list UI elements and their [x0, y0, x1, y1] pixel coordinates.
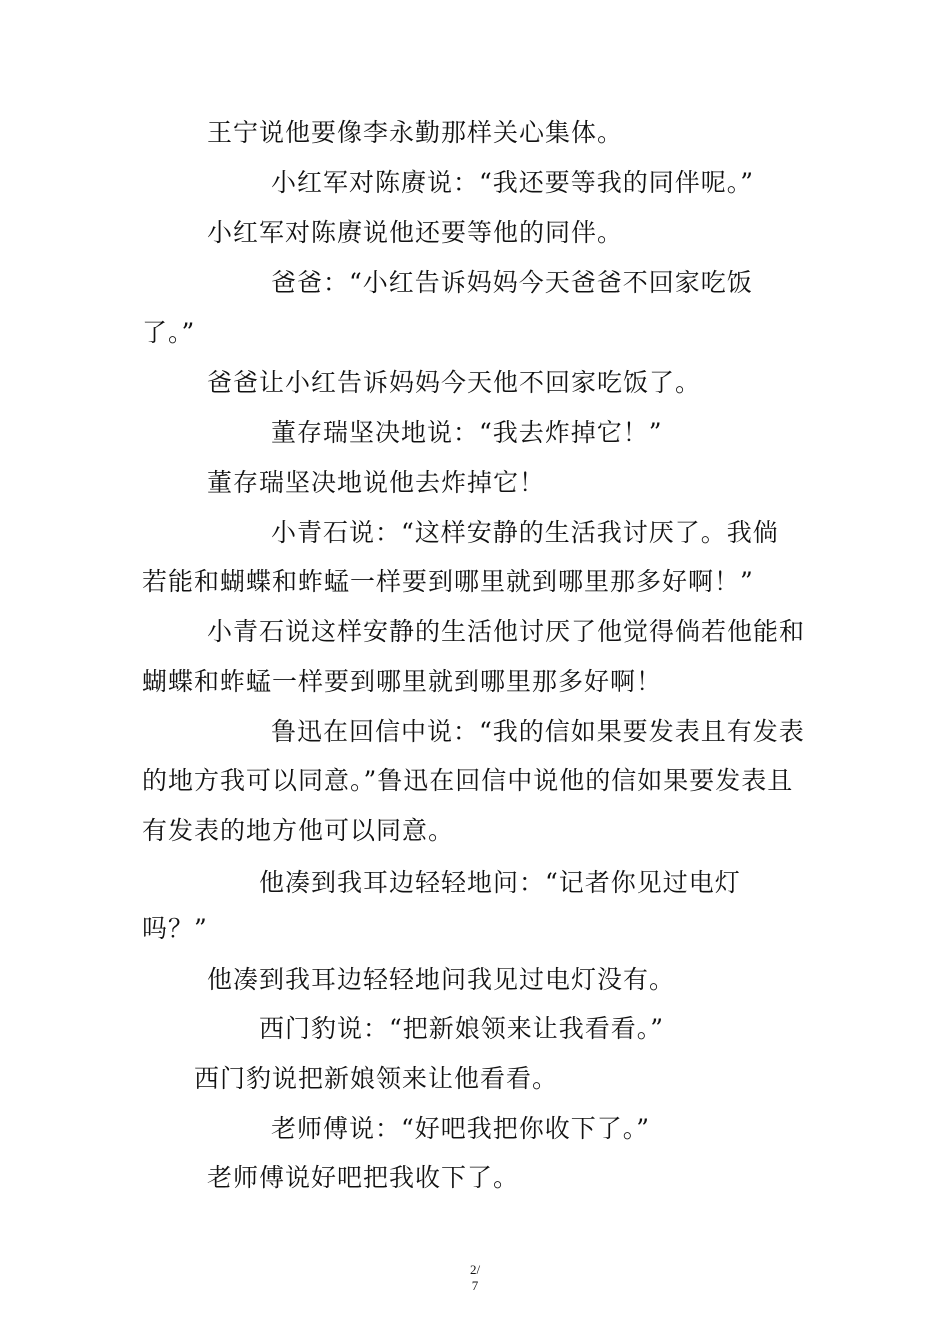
- text-line: 西门豹说把新娘领来让他看看。: [194, 1064, 559, 1093]
- text-line: 了。”: [142, 318, 196, 347]
- text-line: 若能和蝴蝶和蚱蜢一样要到哪里就到哪里那多好啊！”: [142, 567, 754, 596]
- text-line: 小青石说这样安静的生活他讨厌了他觉得倘若他能和: [207, 617, 806, 646]
- text-line: 西门豹说：“把新娘领来让我看看。”: [259, 1014, 665, 1043]
- text-line: 他凑到我耳边轻轻地问我见过电灯没有。: [207, 965, 676, 994]
- text-line: 老师傅说：“好吧我把你收下了。”: [271, 1114, 651, 1143]
- text-line: 的地方我可以同意。”鲁迅在回信中说他的信如果要发表且: [142, 766, 794, 795]
- text-line: 爸爸让小红告诉妈妈今天他不回家吃饭了。: [207, 368, 702, 397]
- text-line: 董存瑞坚决地说：“我去炸掉它！”: [271, 418, 663, 447]
- text-line: 小红军对陈赓说他还要等他的同伴。: [207, 218, 624, 247]
- text-line: 有发表的地方他可以同意。: [142, 816, 455, 845]
- text-line: 他凑到我耳边轻轻地问：“记者你见过电灯: [259, 868, 741, 897]
- text-line: 爸爸：“小红告诉妈妈今天爸爸不回家吃饭: [271, 268, 753, 297]
- text-line: 小青石说：“这样安静的生活我讨厌了。我倘: [271, 518, 779, 547]
- text-line: 董存瑞坚决地说他去炸掉它！: [207, 468, 546, 497]
- page-number-bottom: 7: [471, 1278, 479, 1293]
- text-line: 吗？”: [142, 914, 208, 943]
- text-line: 蝴蝶和蚱蜢一样要到哪里就到哪里那多好啊！: [142, 667, 663, 696]
- text-line: 小红军对陈赓说：“我还要等我的同伴呢。”: [271, 168, 755, 197]
- text-line: 老师傅说好吧把我收下了。: [207, 1163, 520, 1192]
- text-line: 鲁迅在回信中说：“我的信如果要发表且有发表: [271, 717, 805, 746]
- text-line: 王宁说他要像李永勤那样关心集体。: [207, 118, 624, 147]
- page-number-top: 2/: [469, 1262, 481, 1277]
